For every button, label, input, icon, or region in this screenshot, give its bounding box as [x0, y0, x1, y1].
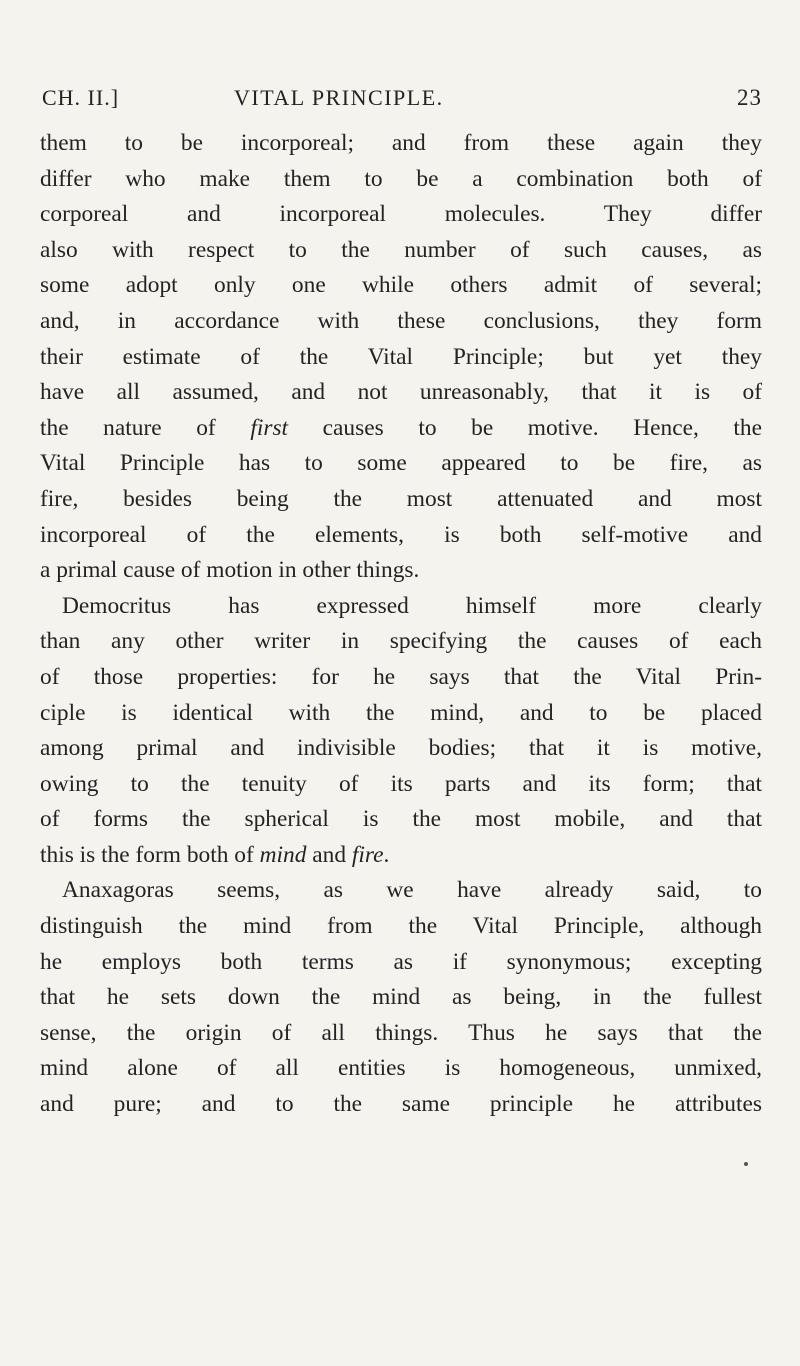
- text-line: and, in accordance with these conclusions, they form: [40, 307, 762, 334]
- text-line: distinguish the mind from the Vital Principle, although: [40, 913, 762, 940]
- text-line: of forms the spherical is the most mobile, and that: [40, 806, 762, 833]
- italic-word: mind: [259, 841, 307, 868]
- text-line: mind alone of all entities is homogeneous, unmixed,: [40, 1055, 762, 1082]
- italic-word: fire: [351, 841, 384, 868]
- text-line: a primal cause of motion in other things.: [40, 557, 420, 584]
- running-head: [42, 82, 762, 114]
- text-line: also with respect to the number of such causes, as: [40, 236, 762, 263]
- text-line: incorporeal of the elements, is both self-motive and: [40, 521, 762, 548]
- text-line: differ who make them to be a combination both of: [40, 165, 762, 192]
- italic-word: first: [250, 414, 289, 441]
- text-line: that he sets down the mind as being, in the fullest: [40, 984, 762, 1011]
- text-line: sense, the origin of all things. Thus he says that the: [40, 1019, 762, 1046]
- paragraph-start-line: Anaxagoras seems, as we have already said, to: [62, 877, 762, 904]
- text-line: the nature of first causes to be motive. Hence, the: [40, 414, 763, 441]
- paper-speck: [744, 1162, 748, 1166]
- text-line: and pure; and to the same principle he attributes: [40, 1091, 762, 1118]
- text-line: owing to the tenuity of its parts and its form; that: [40, 770, 762, 797]
- paragraph-start-line: Democritus has expressed himself more clearly: [62, 592, 762, 619]
- text-line: them to be incorporeal; and from these again they: [40, 130, 762, 156]
- text-line: corporeal and incorporeal molecules. They differ: [40, 201, 762, 228]
- text-line: some adopt only one while others admit of several;: [40, 272, 762, 299]
- text-line: among primal and indivisible bodies; that it is motive,: [40, 735, 762, 762]
- running-title: VITAL PRINCIPLE.: [234, 85, 444, 110]
- chapter-label: CH. II.]: [42, 85, 120, 110]
- text-line: Vital Principle has to some appeared to be fire, as: [40, 450, 762, 477]
- text-line: fire, besides being the most attenuated and most: [40, 485, 762, 512]
- text-line: have all assumed, and not unreasonably, that it is of: [40, 379, 762, 406]
- body-text: [40, 126, 762, 1123]
- text-line: this is the form both of mind and fire.: [40, 841, 390, 868]
- text-line: than any other writer in specifying the causes of each: [40, 628, 762, 655]
- text-line: of those properties: for he says that the Vital Prin-: [40, 663, 762, 690]
- page-number: 23: [737, 85, 762, 110]
- text-line: he employs both terms as if synonymous; excepting: [40, 948, 762, 975]
- text-line: ciple is identical with the mind, and to be placed: [40, 699, 762, 726]
- text-line: their estimate of the Vital Principle; but yet they: [40, 343, 762, 370]
